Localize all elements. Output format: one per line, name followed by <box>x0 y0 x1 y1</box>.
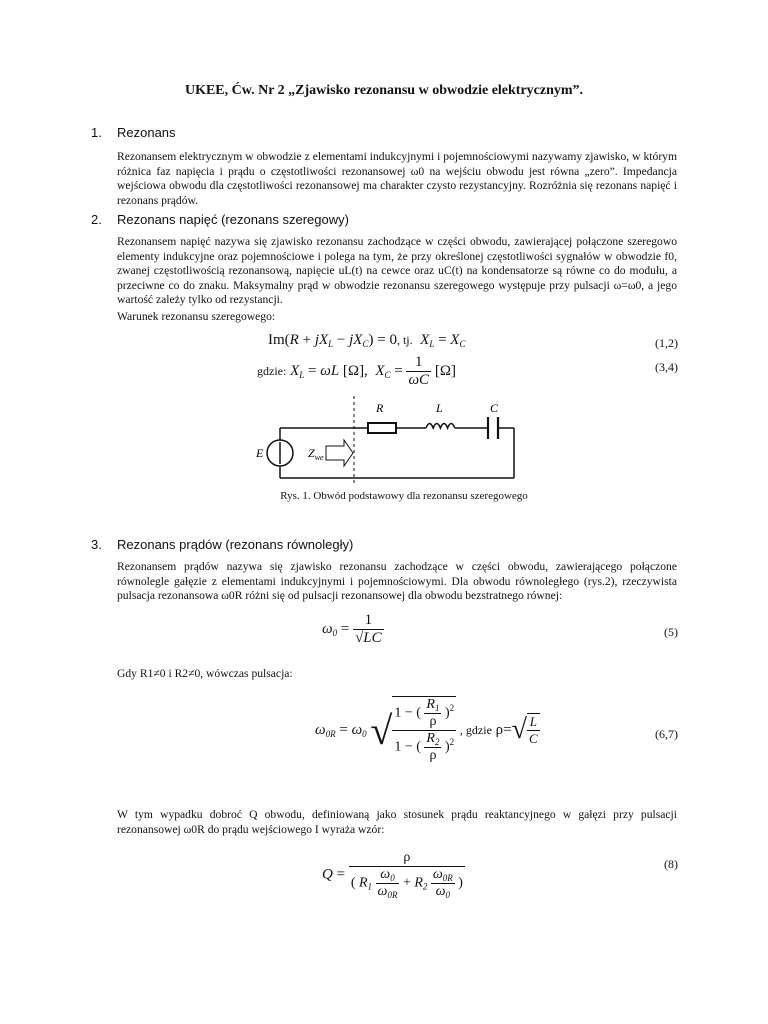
equation-3-4: gdzie: $X_L = \omega L$ [Ω], $X_C$ = $\frac{1}{\omega C}$ [Ω] <box>257 354 456 388</box>
impedance-label: $Z_{we}$ <box>308 446 324 462</box>
equation-6-7: $\omega_{0R} = \omega_0$ √ 1 − ( $\frac{R_1}{\rho}$ )$^2$ 1 − ( $\frac{R_2}{\rho}$ )$^2$ , gdzie ρ=√ $\frac{L}{C}$ <box>315 697 538 763</box>
section-3-heading: 3. Rezonans prądów (rezonans równoległy) <box>91 537 354 552</box>
inductor-label: L <box>436 401 443 415</box>
series-condition-label: Warunek rezonansu szeregowego: <box>117 310 276 323</box>
series-circuit-diagram <box>250 392 540 487</box>
section-2-heading: 2. Rezonans napięć (rezonans szeregowy) <box>91 212 349 227</box>
source-label: E <box>256 446 264 460</box>
figure-1-caption: Rys. 1. Obwód podstawowy dla rezonansu szeregowego <box>280 490 528 502</box>
equation-6-7-number: (6,7) <box>655 727 678 741</box>
section-1-paragraph: Rezonansem elektrycznym w obwodzie z elementami indukcyjnymi i pojemnościowymi nazywamy zjawisko, w którym różnica faz napięcia i prądu o częstotliwości rezonansowej ω0 na wejściu obwodu jest równa „zero”. Impedancja wejściowa obwodu dla częstotliwości rezonansowej ma charakter czysto rezystancyjny. Rozróżnia się rezonans napięć i rezonans prądów. <box>117 150 677 207</box>
equation-8-number: (8) <box>664 857 678 871</box>
inductor-symbol <box>426 424 455 429</box>
resistor-label: R <box>376 401 384 415</box>
section-3-condition-text: Gdy R1≠0 i R2≠0, wówczas pulsacja: <box>117 667 293 680</box>
section-3-q-text: W tym wypadku dobroć Q obwodu, definiowaną jako stosunek prądu reaktancyjnego w gałęzi przy pulsacji rezonansowej ω0R do prądu wejściowego I wyraża wzór: <box>117 808 677 836</box>
resistor-symbol <box>368 423 396 433</box>
equation-5-number: (5) <box>664 625 678 639</box>
equation-3-4-number: (3,4) <box>655 360 678 374</box>
section-1-heading: 1. Rezonans <box>91 125 176 140</box>
equation-1-2: $Im(R + jX_L - jX_C) = 0$, tj. $X_L = X_C$ <box>268 332 466 349</box>
input-impedance-arrow-icon <box>326 440 353 466</box>
document-title: UKEE, Ćw. Nr 2 „Zjawisko rezonansu w obwodzie elektrycznym”. <box>184 83 584 98</box>
equation-5: $\omega_0$ = $\frac{1}{√LC}$ <box>322 612 382 646</box>
equation-1-2-number: (1,2) <box>655 336 678 350</box>
section-3-paragraph: Rezonansem prądów nazywa się zjawisko rezonansu zachodzące w części obwodu, zawierającego połączone równolegle gałęzie z elementami indukcyjnymi i pojemnościowymi. Dla obwodu równoległego (rys.2), rzeczywista pulsacja rezonansowa ω0R różni się od pulsacji rezonansowej dla obwodu bezstratnego równej: <box>117 560 677 602</box>
equation-8: Q = ρ ( $R_1$ $\frac{\omega_0}{\omega_{0R}}$ + $R_2$ $\frac{\omega_{0R}}{\omega_0}$ ) <box>322 850 463 900</box>
section-2-paragraph: Rezonansem napięć nazywa się zjawisko rezonansu zachodzące w części obwodu, zawierającej połączone szeregowo elementy indukcyjne oraz pojemnościowe i polega na tym, że przy określonej częstotliwości sygnałów w obwodzie f0, zwanej częstotliwością rezonansową, napięcie uL(t) na cewce oraz uC(t) na kondensatorze są równe co do modułu, a przeciwne co do znaku. Maksymalny prąd w obwodzie rezonansu szeregowego występuje przy pulsacji ω=ω0, a jego wartość zależy tylko od rezystancji. <box>117 235 677 306</box>
capacitor-label: C <box>490 401 499 415</box>
